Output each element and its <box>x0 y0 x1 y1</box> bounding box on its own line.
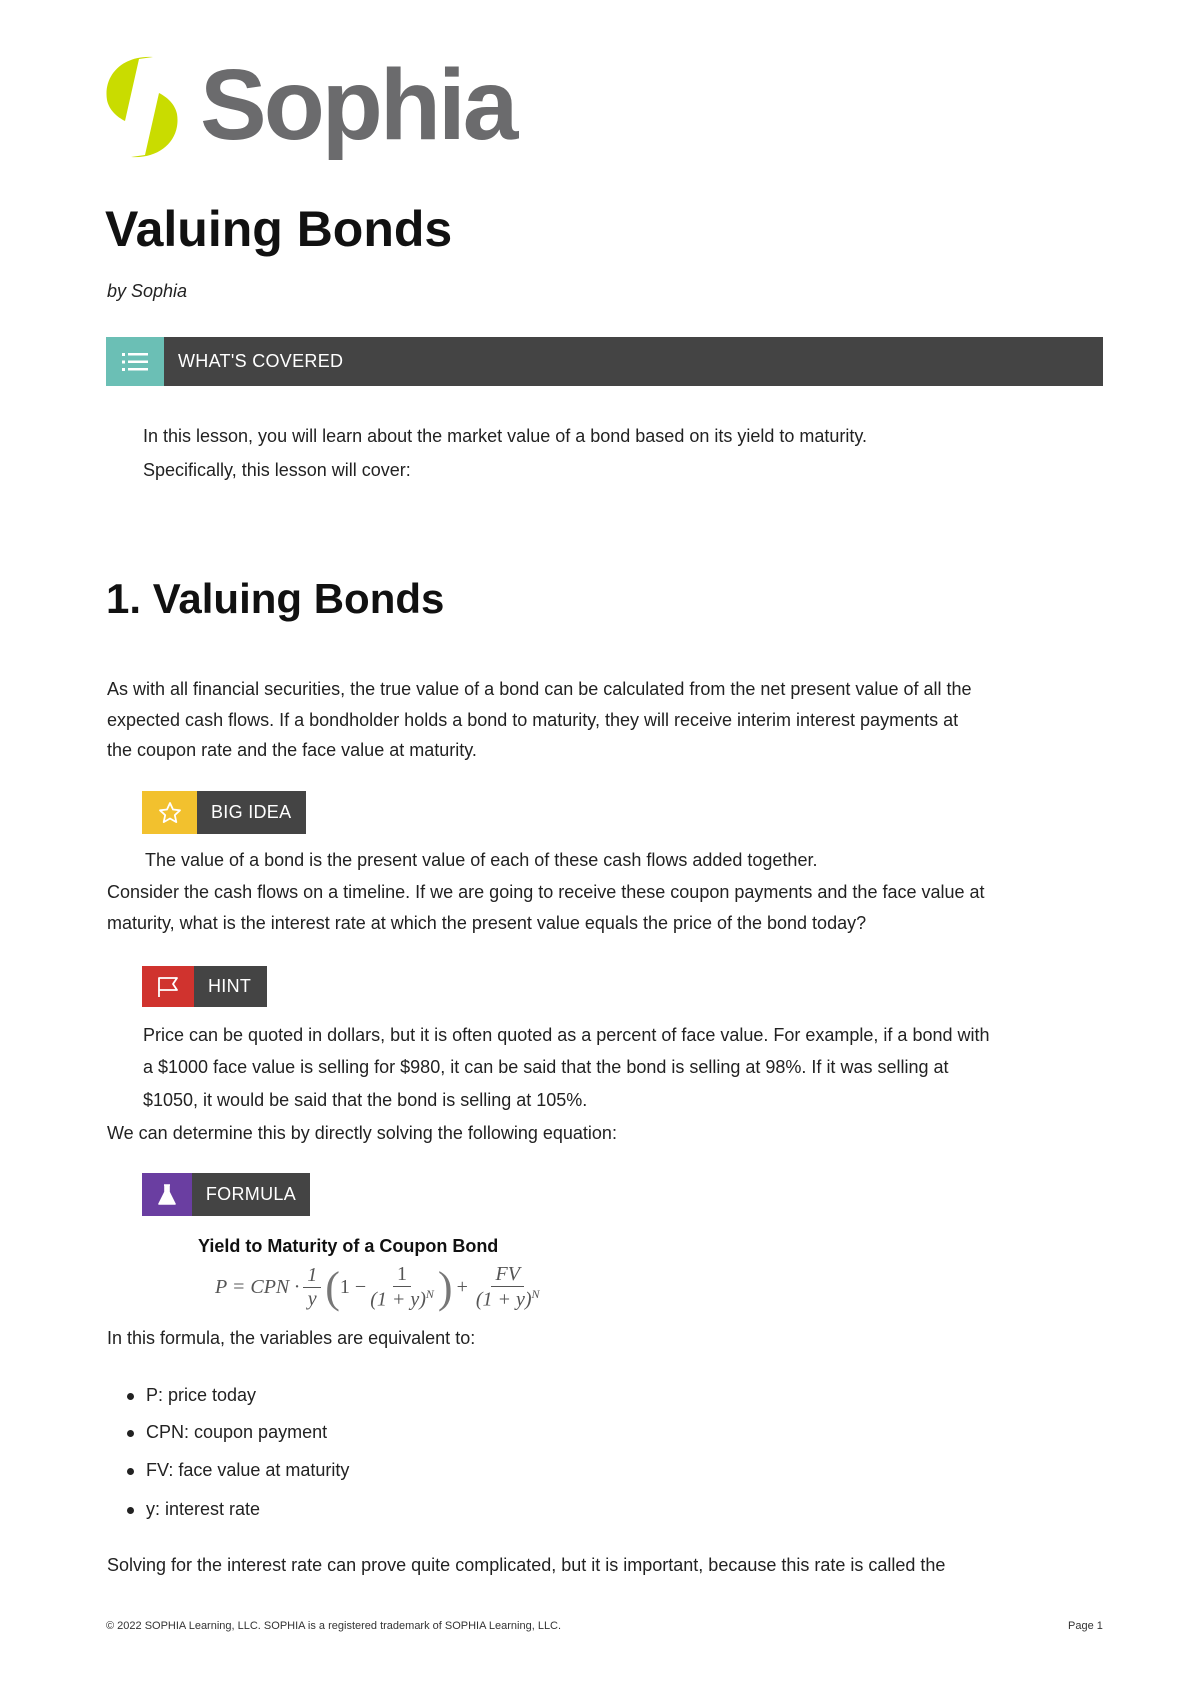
byline: by Sophia <box>107 281 188 301</box>
paragraph-line: In this formula, the variables are equivalent to: <box>107 1328 476 1348</box>
formula-paren: ( <box>325 1263 340 1312</box>
hint-line: Price can be quoted in dollars, but it is often quoted as a percent of face value. For example, if a bond with <box>143 1025 990 1045</box>
whats-covered-banner <box>106 337 1103 386</box>
hint-label: HINT <box>208 976 252 996</box>
formula-plus: + <box>456 1276 468 1298</box>
formula-label: FORMULA <box>205 1184 296 1204</box>
star-icon <box>142 791 197 834</box>
paragraph-line: As with all financial securities, the true value of a bond can be calculated from the net present value of all the <box>107 679 972 699</box>
list-item: y: interest rate <box>146 1499 261 1519</box>
formula-num: FV <box>491 1263 523 1287</box>
formula-den: (1 + y) <box>475 1288 532 1311</box>
flask-icon <box>142 1173 192 1216</box>
ytm-formula <box>215 1262 544 1313</box>
hint-line: a $1000 face value is selling for $980, it can be said that the bond is selling at 98%. If it was selling at <box>143 1057 949 1077</box>
paragraph-line: Consider the cash flows on a timeline. If we are going to receive these coupon payments and the face value at <box>107 882 985 902</box>
list-icon <box>106 337 164 386</box>
intro-line: Specifically, this lesson will cover: <box>143 460 411 480</box>
big-idea-text: The value of a bond is the present value of each of these cash flows added together. <box>145 850 818 870</box>
bullet-dot <box>127 1393 134 1400</box>
flag-icon <box>142 966 194 1007</box>
list-item: P: price today <box>146 1385 257 1405</box>
formula-paren: ) <box>437 1263 453 1312</box>
formula-num: 1 <box>303 1264 321 1288</box>
hint-line: $1050, it would be said that the bond is selling at 105%. <box>143 1090 588 1110</box>
footer-copyright: © 2022 SOPHIA Learning, LLC. SOPHIA is a registered trademark of SOPHIA Learning, LLC. <box>106 1620 562 1632</box>
formula-exp: N <box>531 1287 540 1302</box>
paragraph-line: expected cash flows. If a bondholder holds a bond to maturity, they will receive interim interest payments at <box>107 710 959 730</box>
formula-den: y <box>307 1288 317 1310</box>
formula-lhs: P = CPN · <box>215 1276 300 1298</box>
formula-one-minus: 1 − <box>339 1276 367 1298</box>
sophia-logo-text: Sophia <box>200 49 516 161</box>
whats-covered-label: WHAT'S COVERED <box>178 351 344 371</box>
formula-title: Yield to Maturity of a Coupon Bond <box>198 1236 499 1256</box>
paragraph-line: We can determine this by directly solving the following equation: <box>107 1123 617 1143</box>
formula-den: (1 + y) <box>370 1288 426 1311</box>
paragraph-line: Solving for the interest rate can prove quite complicated, but it is important, because this rate is called the <box>107 1555 946 1575</box>
bullet-dot <box>127 1507 134 1514</box>
page-title: Valuing Bonds <box>105 201 453 257</box>
intro-line: In this lesson, you will learn about the market value of a bond based on its yield to maturity. <box>143 426 868 446</box>
paragraph-line: the coupon rate and the face value at maturity. <box>107 740 477 760</box>
footer-page-number: Page 1 <box>1068 1620 1103 1632</box>
formula-banner <box>142 1173 310 1216</box>
list-item: CPN: coupon payment <box>146 1422 328 1442</box>
bullet-dot <box>127 1430 134 1437</box>
section-heading: 1. Valuing Bonds <box>106 575 445 622</box>
bullet-dot <box>127 1468 134 1475</box>
hint-banner <box>142 966 267 1007</box>
list-item: FV: face value at maturity <box>146 1460 350 1480</box>
formula-num: 1 <box>393 1263 411 1287</box>
sophia-logo-mark-icon <box>103 55 181 159</box>
formula-exp: N <box>425 1287 434 1302</box>
big-idea-label: BIG IDEA <box>211 802 292 822</box>
big-idea-banner <box>142 791 306 834</box>
paragraph-line: maturity, what is the interest rate at which the present value equals the price of the bond today? <box>107 913 867 933</box>
